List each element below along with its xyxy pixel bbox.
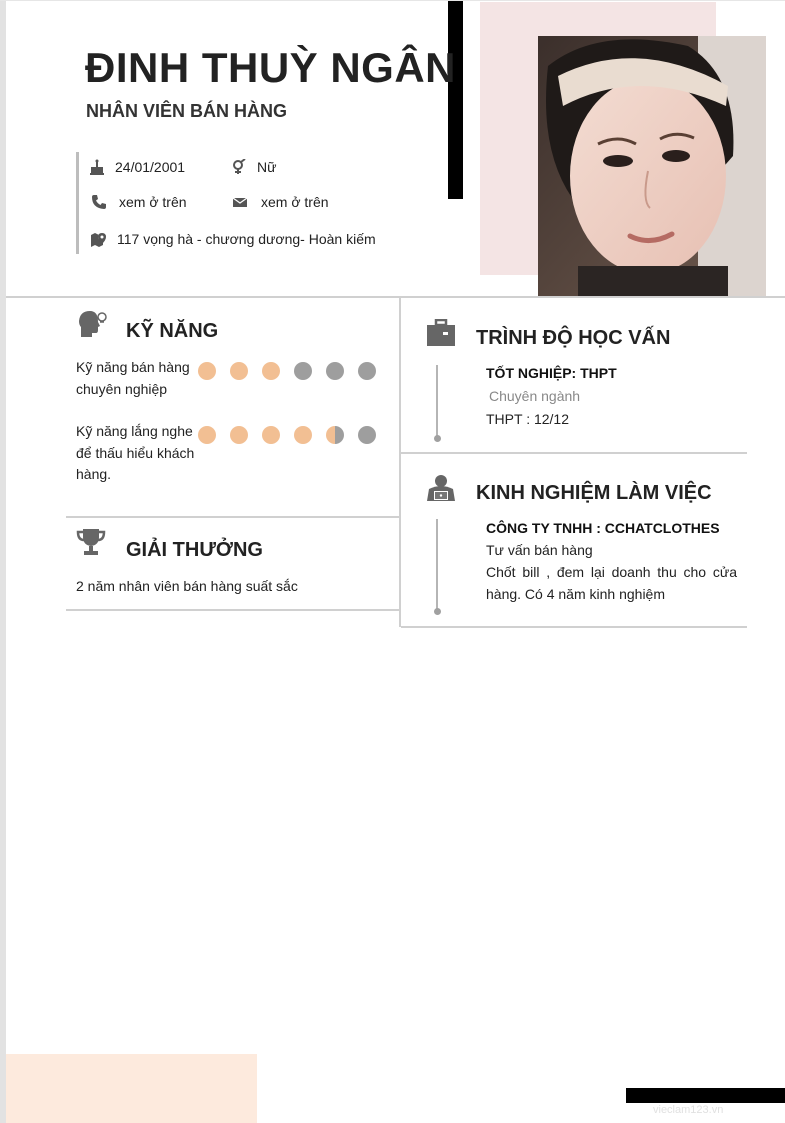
watermark: vieclam123.vn: [653, 1104, 724, 1116]
cake-icon: [88, 158, 106, 176]
award-item-1: 2 năm nhân viên bán hàng suất sắc: [76, 578, 298, 594]
skill-dot: [262, 426, 280, 444]
address-value: 117 vọng hà - chương dương- Hoàn kiếm: [117, 231, 376, 247]
skills-divider: [66, 516, 399, 518]
peach-accent-block: [6, 1054, 257, 1123]
experience-title: KINH NGHIỆM LÀM VIỆC: [476, 482, 712, 504]
birthday-row: [88, 158, 185, 176]
bottom-black-bar: [626, 1088, 785, 1103]
education-timeline-dot: [434, 435, 441, 442]
birthday-value: 24/01/2001: [115, 159, 186, 175]
page-top-edge: [0, 0, 785, 1]
email-value: xem ở trên: [261, 194, 329, 210]
skill-dot: [230, 426, 248, 444]
awards-divider: [66, 609, 399, 611]
phone-value: xem ở trên: [119, 194, 187, 210]
column-divider: [399, 298, 401, 627]
experience-company: CÔNG TY TNHH : CCHATCLOTHES: [486, 520, 720, 536]
experience-timeline-dot: [434, 608, 441, 615]
candidate-name: ĐINH THUỲ NGÂN: [85, 44, 456, 91]
email-icon: [231, 193, 249, 211]
education-detail: THPT : 12/12: [486, 411, 570, 427]
skill-dot: [358, 426, 376, 444]
trophy-icon: [76, 527, 106, 562]
worker-icon: [425, 473, 457, 508]
phone-row: [90, 193, 187, 211]
gender-icon: [230, 158, 248, 176]
map-pin-icon: [89, 230, 107, 248]
education-school: TỐT NGHIỆP: THPT: [486, 365, 617, 381]
awards-title: GIẢI THƯỞNG: [126, 539, 263, 561]
profile-photo: [538, 36, 766, 296]
gender-row: [230, 158, 276, 176]
briefcase-icon: [426, 319, 456, 352]
phone-icon: [90, 193, 108, 211]
skill-dot: [294, 362, 312, 380]
skill-dot: [198, 362, 216, 380]
skills-title: KỸ NĂNG: [126, 320, 219, 342]
education-title: TRÌNH ĐỘ HỌC VẤN: [476, 327, 671, 349]
skill-dot: [294, 426, 312, 444]
education-divider: [401, 452, 747, 454]
education-major: Chuyên ngành: [489, 388, 581, 404]
skill-dot: [230, 362, 248, 380]
experience-position: Tư vấn bán hàng: [486, 542, 593, 558]
address-row: [89, 230, 376, 248]
header-divider: [6, 296, 785, 298]
black-accent-bar: [448, 1, 463, 199]
experience-description: Chốt bill , đem lại doanh thu cho cửa hàng. Có 4 năm kinh nghiệm: [486, 564, 737, 602]
job-title: NHÂN VIÊN BÁN HÀNG: [86, 101, 288, 121]
skill-dot: [198, 426, 216, 444]
skill-dot: [262, 362, 280, 380]
skill-dot: [326, 426, 344, 444]
page-edge: [0, 0, 6, 1123]
skill-dot: [358, 362, 376, 380]
head-lightbulb-icon: [76, 308, 108, 345]
gender-value: Nữ: [257, 159, 277, 175]
skill-name-1: Kỹ năng bán hàng chuyên nghiệp: [76, 359, 190, 397]
skill-dot: [326, 362, 344, 380]
email-row: [231, 193, 329, 211]
education-timeline: [436, 365, 438, 438]
experience-timeline: [436, 519, 438, 611]
skill-name-2: Kỹ năng lắng nghe để thấu hiểu khách hàng.: [76, 423, 195, 482]
experience-divider: [401, 626, 747, 628]
